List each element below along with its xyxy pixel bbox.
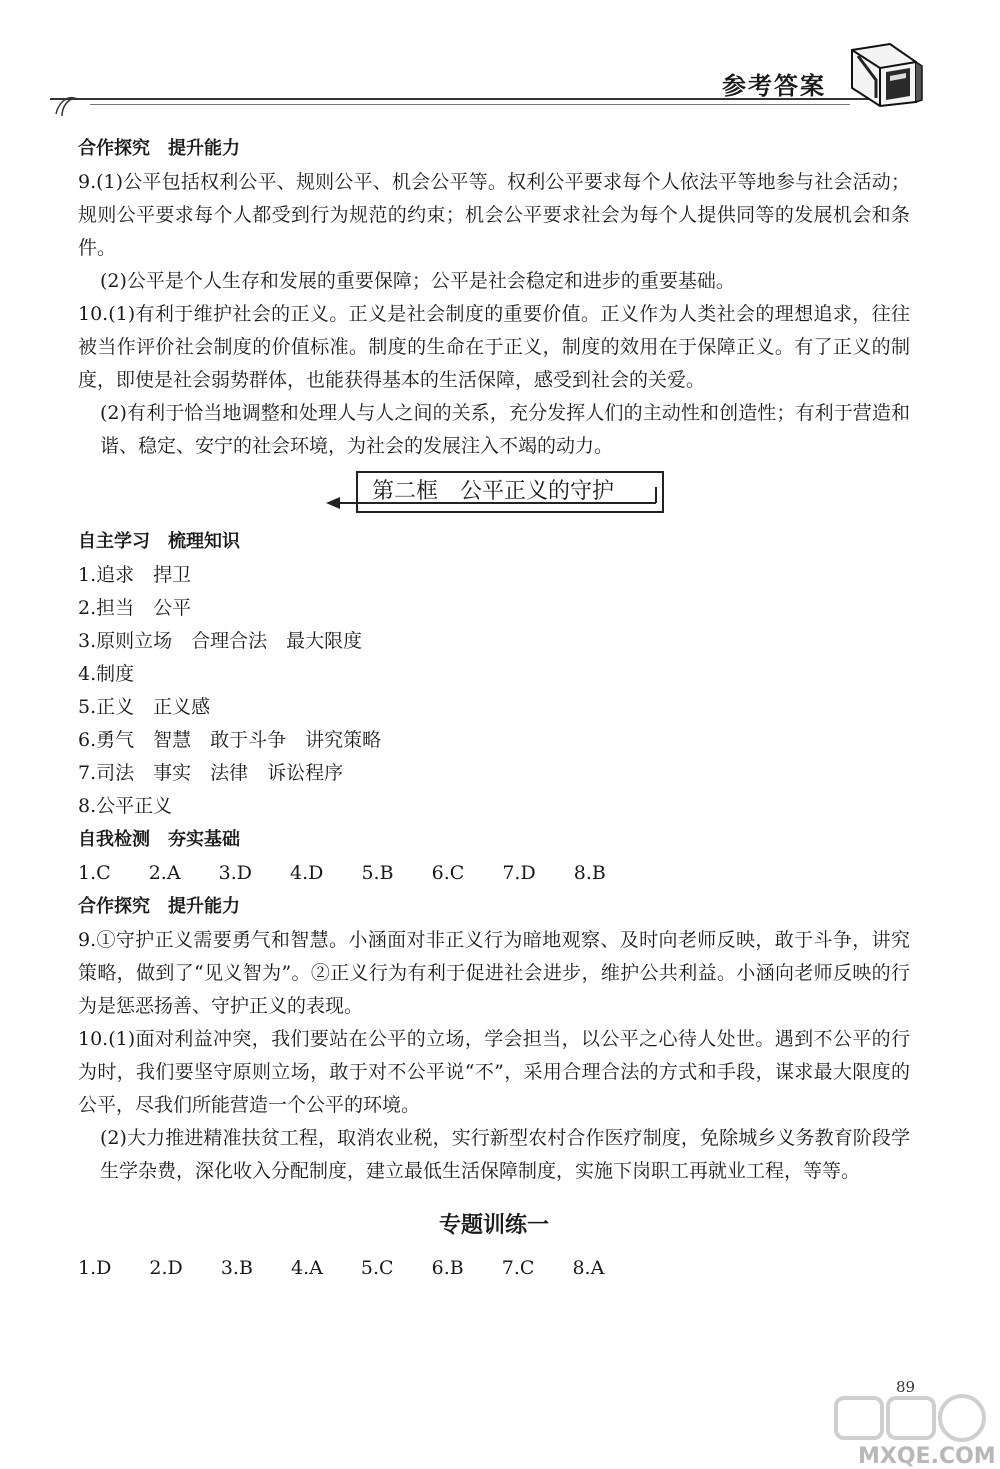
q10-part1: 10.(1)有利于维护社会的正义。正义是社会制度的重要价值。正义作为人类社会的理想追求，往往被当作评价社会制度的价值标准。制度的生命在于正义，制度的效用在于保障正义。有了正义的制度，即使是社会弱势群体，也能获得基本的生活保障，感受到社会的关爱。 <box>78 303 910 391</box>
answer-item: 1.D <box>78 1257 112 1279</box>
section-heading-cooperation-2: 合作探究 提升能力 <box>78 896 240 917</box>
answer-item: 7.D <box>502 862 536 884</box>
answer-item: 8.A <box>572 1257 605 1279</box>
answer-item: 1.C <box>78 862 111 884</box>
answer-item: 5.C <box>360 1257 394 1279</box>
answer-item: 2.D <box>149 1257 183 1279</box>
q10-part1: 10.(1)面对利益冲突，我们要站在公平的立场，学会担当，以公平之心待人处世。遇到不公平的行为时，我们要坚守原则立场，敢于对不公平说“不”，采用合理合法的方式和手段，谋求最大限度的公平，尽我们所能营造一个公平的环境。 <box>78 1028 910 1116</box>
answer-item: 3.B <box>220 1257 253 1279</box>
watermark-text: MXQE.COM <box>858 1444 996 1469</box>
self-check-answers <box>78 857 910 890</box>
answer-item: 6.B <box>431 1257 464 1279</box>
list-item: 5.正义 正义感 <box>78 696 211 718</box>
book-icon <box>846 40 926 108</box>
decorative-curl-icon <box>52 88 82 118</box>
answer-item: 4.D <box>290 862 324 884</box>
answer-item: 6.C <box>431 862 465 884</box>
list-item: 3.原则立场 合理合法 最大限度 <box>78 630 363 652</box>
frame-title: 第二框 公平正义的守护 <box>356 471 664 513</box>
q9-part1: 9.(1)公平包括权利公平、规则公平、机会公平等。权利公平要求每个人依法平等地参与社会活动；规则公平要求每个人都受到行为规范的约束；机会公平要求社会为每个人提供同等的发展机会和条件。 <box>78 171 910 259</box>
header-rule-secondary <box>90 104 850 105</box>
topic-title: 专题训练一 <box>438 1213 549 1238</box>
answer-item: 2.A <box>148 862 181 884</box>
list-item: 8.公平正义 <box>78 795 173 817</box>
q9-answer: 9.①守护正义需要勇气和智慧。小涵面对非正义行为暗地观察、及时向老师反映，敢于斗争，讲究策略，做到了“见义智为”。②正义行为有利于促进社会进步，维护公共利益。小涵向老师反映的行为是惩恶扬善、守护正义的表现。 <box>78 929 910 1017</box>
answer-item: 7.C <box>501 1257 535 1279</box>
list-item: 2.担当 公平 <box>78 597 192 619</box>
q10-part2: (2)大力推进精准扶贫工程，取消农业税，实行新型农村合作医疗制度，免除城乡义务教育阶段学生学杂费，深化收入分配制度，建立最低生活保障制度，实施下岗职工再就业工程，等等。 <box>100 1127 910 1182</box>
section-heading-self-study: 自主学习 梳理知识 <box>78 531 240 552</box>
list-item: 1.追求 捍卫 <box>78 564 192 586</box>
section-heading-self-check: 自我检测 夯实基础 <box>78 829 240 850</box>
frame-title-block <box>78 463 910 525</box>
page-number: 89 <box>896 1378 916 1396</box>
answer-item: 4.A <box>290 1257 323 1279</box>
content <box>78 132 910 1285</box>
section-heading-cooperation-1: 合作探究 提升能力 <box>78 138 240 159</box>
answer-item: 8.B <box>573 862 606 884</box>
list-item: 6.勇气 智慧 敢于斗争 讲究策略 <box>78 729 382 751</box>
answer-item: 5.B <box>361 862 394 884</box>
q10-part2: (2)有利于恰当地调整和处理人与人之间的关系，充分发挥人们的主动性和创造性；有利于营造和谐、稳定、安宁的社会环境，为社会的发展注入不竭的动力。 <box>100 402 910 457</box>
list-item: 7.司法 事实 法律 诉讼程序 <box>78 762 344 784</box>
answer-item: 3.D <box>218 862 252 884</box>
list-item: 4.制度 <box>78 663 135 685</box>
topic-answers <box>78 1252 910 1285</box>
header-title: 参考答案 <box>722 72 826 100</box>
q9-part2: (2)公平是个人生存和发展的重要保障；公平是社会稳定和进步的重要基础。 <box>100 270 735 292</box>
